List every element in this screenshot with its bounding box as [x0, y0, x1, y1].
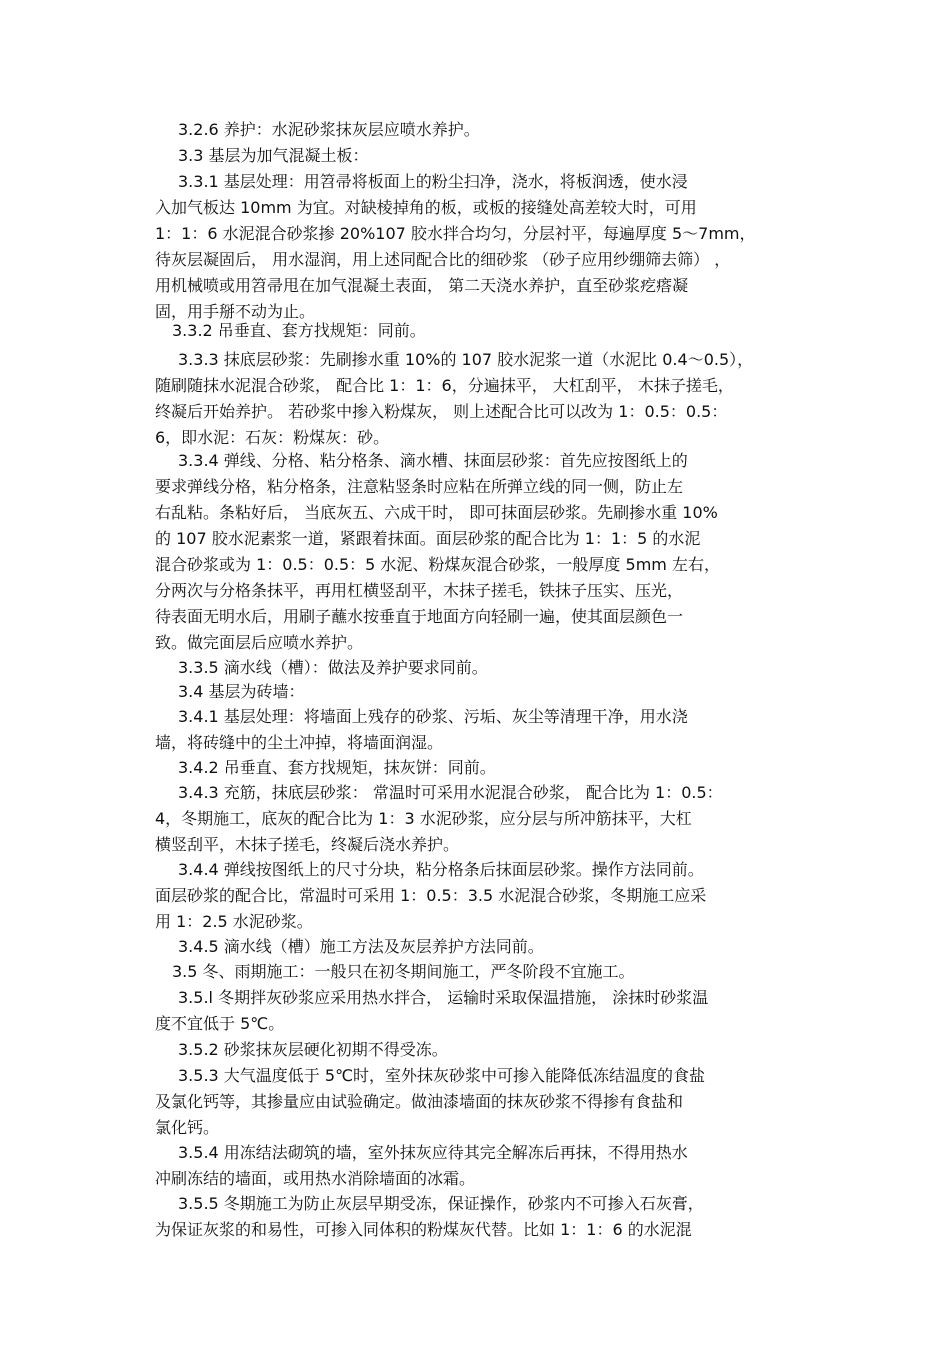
text-line-3-5-5: 3.5.5 冬期施工为防止灰层早期受冻，保证操作，砂浆内不可掺入石灰膏， — [178, 1194, 704, 1213]
text-line-3-5-3: 3.5.3 大气温度低于 5℃时，室外抹灰砂浆中可掺入能降低冻结温度的食盐 — [178, 1066, 706, 1085]
text-line: 要求弹线分格，粘分格条，注意粘竖条时应粘在所弹立线的同一侧，防止左 — [155, 477, 684, 496]
text-line: 入加气板达 10mm 为宜。对缺棱掉角的板，或板的接缝处高差较大时，可用 — [155, 198, 697, 217]
text-line: 氯化钙。 — [155, 1118, 220, 1137]
text-line: 为保证灰浆的和易性，可掺入同体积的粉煤灰代替。比如 1：1：6 的水泥混 — [155, 1220, 692, 1239]
heading-3-5: 3.5 冬、雨期施工：一般只在初冬期间施工，严冬阶段不宜施工。 — [172, 962, 635, 981]
text-line: 用 1：2.5 水泥砂浆。 — [155, 912, 313, 931]
text-line-3-5-2: 3.5.2 砂浆抹灰层硬化初期不得受冻。 — [178, 1040, 448, 1059]
text-line: 待表面无明水后，用刷子蘸水按垂直于地面方向轻刷一遍，使其面层颜色一 — [155, 607, 684, 626]
text-line-3-3-2: 3.3.2 吊垂直、套方找规矩：同前。 — [172, 321, 426, 340]
text-line-3-5-1: 3.5.l 冬期拌灰砂浆应采用热水拌合， 运输时采取保温措施， 涂抹时砂浆温 — [178, 988, 709, 1007]
text-line: 1：1：6 水泥混合砂浆掺 20%107 胶水拌合均匀，分层衬平，每遍厚度 5～7mm， — [155, 224, 756, 243]
text-line: 致。做完面层后应喷水养护。 — [155, 633, 364, 652]
text-line: 固，用手掰不动为止。 — [155, 302, 316, 321]
text-line: 面层砂浆的配合比，常温时可采用 1：0.5：3.5 水泥混合砂浆，冬期施工应采 — [155, 886, 707, 905]
text-line: 横竖刮平，木抹子搓毛，终凝后浇水养护。 — [155, 835, 460, 854]
text-line-3-3-3: 3.3.3 抹底层砂浆：先刷掺水重 10%的 107 胶水泥浆一道（水泥比 0.4～0.5）， — [178, 350, 754, 369]
text-line: 4，冬期施工，底灰的配合比为 1：3 水泥砂浆，应分层与所冲筋抹平，大杠 — [155, 809, 692, 828]
text-line: 右乱粘。条粘好后， 当底灰五、六成干时， 即可抹面层砂浆。先刷掺水重 10% — [155, 503, 718, 522]
text-line-3-3-4: 3.3.4 弹线、分格、粘分格条、滴水槽、抹面层砂浆：首先应按图纸上的 — [178, 451, 688, 470]
text-line-3-4-3: 3.4.3 充筋，抹底层砂浆： 常温时可采用水泥混合砂浆， 配合比为 1：0.5： — [178, 783, 723, 802]
text-line: 的 107 胶水泥素浆一道，紧跟着抹面。面层砂浆的配合比为 1：1：5 的水泥 — [155, 529, 701, 548]
text-line-3-3-5: 3.3.5 滴水线（槽）：做法及养护要求同前。 — [178, 658, 488, 677]
text-line: 度不宜低于 5℃。 — [155, 1014, 285, 1033]
text-line: 3.3.1 基层处理：用笤帚将板面上的粉尘扫净，浇水，将板润透，使水浸 — [178, 172, 688, 191]
text-line: 6，即水泥：石灰：粉煤灰：砂。 — [155, 428, 390, 447]
text-line: 终凝后开始养护。 若砂浆中掺入粉煤灰， 则上述配合比可以改为 1：0.5：0.5： — [155, 402, 728, 421]
text-line: 混合砂浆或为 1：0.5：0.5：5 水泥、粉煤灰混合砂浆，一般厚度 5mm 左右， — [155, 555, 720, 574]
text-line-3-4-1: 3.4.1 基层处理：将墙面上残存的砂浆、污垢、灰尘等清理干净，用水浇 — [178, 707, 688, 726]
heading-3-3: 3.3 基层为加气混凝土板： — [178, 146, 369, 165]
text-line: 分两次与分格条抹平，再用杠横竖刮平，木抹子搓毛，铁抹子压实、压光， — [155, 581, 684, 600]
text-line-3-5-4: 3.5.4 用冻结法砌筑的墙，室外抹灰应待其完全解冻后再抹，不得用热水 — [178, 1143, 688, 1162]
text-line: 墙，将砖缝中的尘土冲掉，将墙面润湿。 — [155, 733, 444, 752]
text-line: 冲刷冻结的墙面，或用热水消除墙面的冰霜。 — [155, 1169, 476, 1188]
text-line: 待灰层凝固后， 用水湿润，用上述同配合比的细砂浆 （砂子应用纱绷筛去筛） ， — [155, 250, 731, 269]
text-line-3-4-4: 3.4.4 弹线按图纸上的尺寸分块，粘分格条后抹面层砂浆。操作方法同前。 — [178, 860, 704, 879]
text-line: 用机械喷或用笤帚甩在加气混凝土表面， 第二天浇水养护，直至砂浆疙瘩凝 — [155, 276, 689, 295]
text-line: 及氯化钙等，其掺量应由试验确定。做油漆墙面的抹灰砂浆不得掺有食盐和 — [155, 1092, 684, 1111]
text-line-3-4-2: 3.4.2 吊垂直、套方找规矩，抹灰饼：同前。 — [178, 758, 496, 777]
text-line-3-4-5: 3.4.5 滴水线（槽）施工方法及灰层养护方法同前。 — [178, 937, 544, 956]
text-line: 随刷随抹水泥混合砂浆， 配合比 1：1：6，分遍抹平， 大杠刮平， 木抹子搓毛， — [155, 376, 734, 395]
heading-3-4: 3.4 基层为砖墙： — [178, 682, 305, 701]
text-line-3-2-6: 3.2.6 养护：水泥砂浆抹灰层应喷水养护。 — [178, 120, 480, 139]
